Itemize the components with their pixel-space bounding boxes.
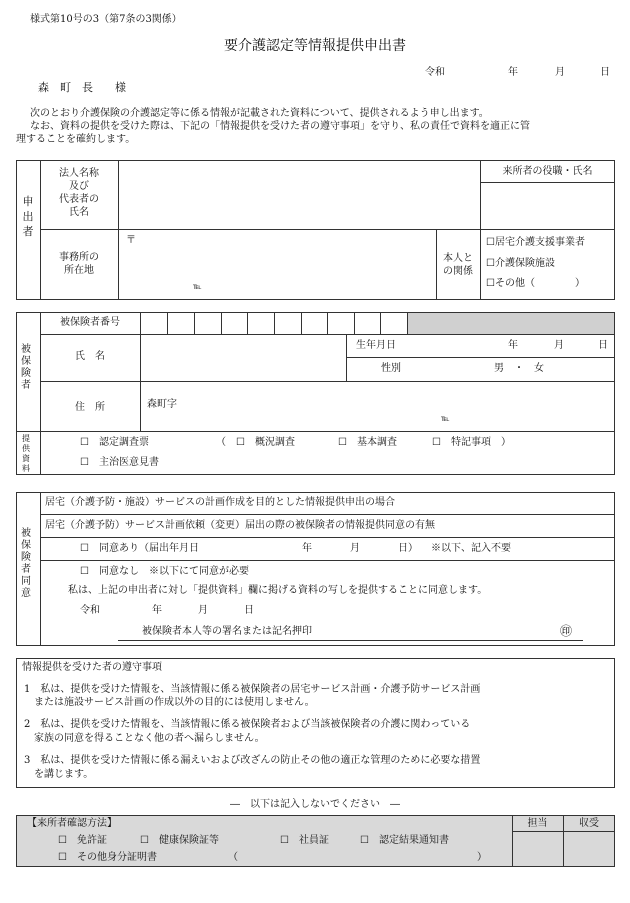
rule-1-line-2: または施設サービス計画の作成以外の目的には使用しません。 — [24, 697, 315, 708]
visitor-check-method-label: 【来所者確認方法】 — [27, 818, 117, 829]
insured-address-label: 住 所 — [75, 402, 105, 413]
intro-line-3: 理することを確約します。 — [16, 134, 136, 145]
shaded-area — [407, 313, 614, 334]
sex-label: 性別 — [381, 363, 401, 374]
consent-date-day: 日 — [244, 605, 254, 616]
insured-number-field[interactable] — [142, 314, 406, 333]
id-other-paren-open: （ — [228, 852, 238, 863]
rule-3-line-2: を講じます。 — [24, 769, 94, 780]
consent-no-checkbox[interactable]: ☐ 同意なし ※以下にて同意が必要 — [80, 566, 249, 577]
consent-yes-day: 日） — [398, 543, 418, 554]
birth-year-unit: 年 — [508, 340, 518, 351]
seal-mark: ㊞ — [560, 624, 573, 638]
material-basic-checkbox[interactable]: ☐ 基本調査 — [338, 437, 397, 448]
consent-section-label: 被保険者同意 — [21, 528, 31, 599]
birth-month-unit: 月 — [554, 340, 564, 351]
intro-line-1: 次のとおり介護保険の介護認定等に係る情報が記載された資料について、提供されるよう申し出ます。 — [30, 108, 489, 119]
id-license-checkbox[interactable]: ☐ 免許証 — [58, 835, 107, 846]
insured-name-label: 氏 名 — [75, 351, 105, 362]
consent-yes-checkbox[interactable]: ☐ 同意あり（届出年月日 — [80, 543, 199, 554]
signature-line[interactable] — [118, 640, 583, 641]
rule-3-line-1: 3 私は、提供を受けた情報に係る漏えいおよび改ざんの防止その他の適正な管理のために必要な措置 — [24, 755, 481, 766]
intro-line-2: なお、資料の提供を受けた際は、下記の「情報提供を受けた者の遵守事項」を守り、私の責任で資料を適正に管 — [30, 121, 530, 132]
visitor-field[interactable] — [483, 186, 613, 226]
rule-1-line-1: 1 私は、提供を受けた情報を、当該情報に係る被保険者の居宅サービス計画・介護予防サービス計画 — [24, 684, 481, 695]
office-use-note: ― 以下は記入しないでください ― — [230, 799, 400, 810]
date-month: 月 — [555, 67, 565, 78]
date-era: 令和 — [425, 67, 445, 78]
insured-section-label: 被保険者 — [21, 344, 31, 391]
receipt-label: 収受 — [579, 818, 599, 829]
consent-date-year: 年 — [152, 605, 162, 616]
addressee: 森 町 長 様 — [38, 81, 126, 94]
office-address-field[interactable] — [121, 248, 431, 278]
id-other-checkbox[interactable]: ☐ その他身分証明書 — [58, 852, 157, 863]
office-tel-mark: ℡ — [193, 282, 202, 291]
corp-label: 法人名称 及び 代表者の 氏名 — [59, 168, 99, 218]
corp-name-field[interactable] — [121, 164, 476, 226]
consent-yes-note: ※以下、記入不要 — [431, 543, 511, 554]
materials-section-label: 提供資料 — [22, 434, 30, 473]
staff-label: 担当 — [527, 818, 548, 829]
sex-options[interactable]: 男 ・ 女 — [494, 363, 544, 374]
consent-line-2: 居宅（介護予防）サービス計画依頼（変更）届出の際の被保険者の情報提供同意の有無 — [45, 520, 435, 531]
id-certification-notice-checkbox[interactable]: ☐ 認定結果通知書 — [360, 835, 449, 846]
relation-option-care-support[interactable]: ☐居宅介護支援事業者 — [486, 237, 585, 248]
page-title: 要介護認定等情報提供申出書 — [224, 38, 406, 54]
relation-label: 本人と の関係 — [443, 253, 473, 277]
rules-heading: 情報提供を受けた者の遵守事項 — [22, 662, 162, 673]
birth-label: 生年月日 — [356, 340, 396, 351]
consent-date-era: 令和 — [80, 605, 100, 616]
signature-label: 被保険者本人等の署名または記名押印 — [142, 626, 312, 637]
office-label: 事務所の 所在地 — [59, 252, 99, 276]
insured-name-field[interactable] — [143, 337, 343, 379]
relation-option-facility[interactable]: ☐介護保険施設 — [486, 258, 555, 269]
consent-statement: 私は、上記の申出者に対し「提供資料」欄に掲げる資料の写しを提供することに同意します。 — [68, 585, 488, 596]
material-survey-checkbox[interactable]: ☐ 認定調査票 — [80, 437, 149, 448]
insured-address-value[interactable]: 森町字 — [147, 399, 177, 410]
rule-2-line-1: 2 私は、提供を受けた情報を、当該情報に係る被保険者および当該被保険者の介護に関わっている — [24, 719, 471, 730]
consent-date-month: 月 — [198, 605, 208, 616]
form-number: 様式第10号の3（第7条の3関係） — [30, 14, 182, 25]
id-insurance-card-checkbox[interactable]: ☐ 健康保険証等 — [140, 835, 219, 846]
id-other-paren-close: ） — [477, 852, 487, 863]
visitor-label: 来所者の役職・氏名 — [502, 166, 593, 177]
date-year: 年 — [508, 67, 518, 78]
material-doctor-opinion-checkbox[interactable]: ☐ 主治医意見書 — [80, 457, 159, 468]
relation-option-other[interactable]: ☐その他（ ） — [486, 278, 585, 289]
postal-mark: 〒 — [126, 235, 136, 246]
applicant-section-label: 申出者 — [22, 195, 34, 238]
id-employee-card-checkbox[interactable]: ☐ 社員証 — [280, 835, 329, 846]
rule-2-line-2: 家族の同意を得ることなく他の者へ漏らしません。 — [24, 733, 265, 744]
consent-line-1: 居宅（介護予防・施設）サービスの計画作成を目的とした情報提供申出の場合 — [45, 497, 395, 508]
insured-number-label: 被保険者番号 — [60, 317, 120, 328]
date-day: 日 — [600, 67, 610, 78]
material-overview-checkbox[interactable]: （ ☐ 概況調査 — [216, 437, 295, 448]
birth-day-unit: 日 — [598, 340, 608, 351]
insured-tel-mark: ℡ — [441, 414, 450, 423]
material-special-checkbox[interactable]: ☐ 特記事項 ） — [432, 437, 511, 448]
consent-yes-month: 月 — [350, 543, 360, 554]
consent-yes-year: 年 — [302, 543, 312, 554]
